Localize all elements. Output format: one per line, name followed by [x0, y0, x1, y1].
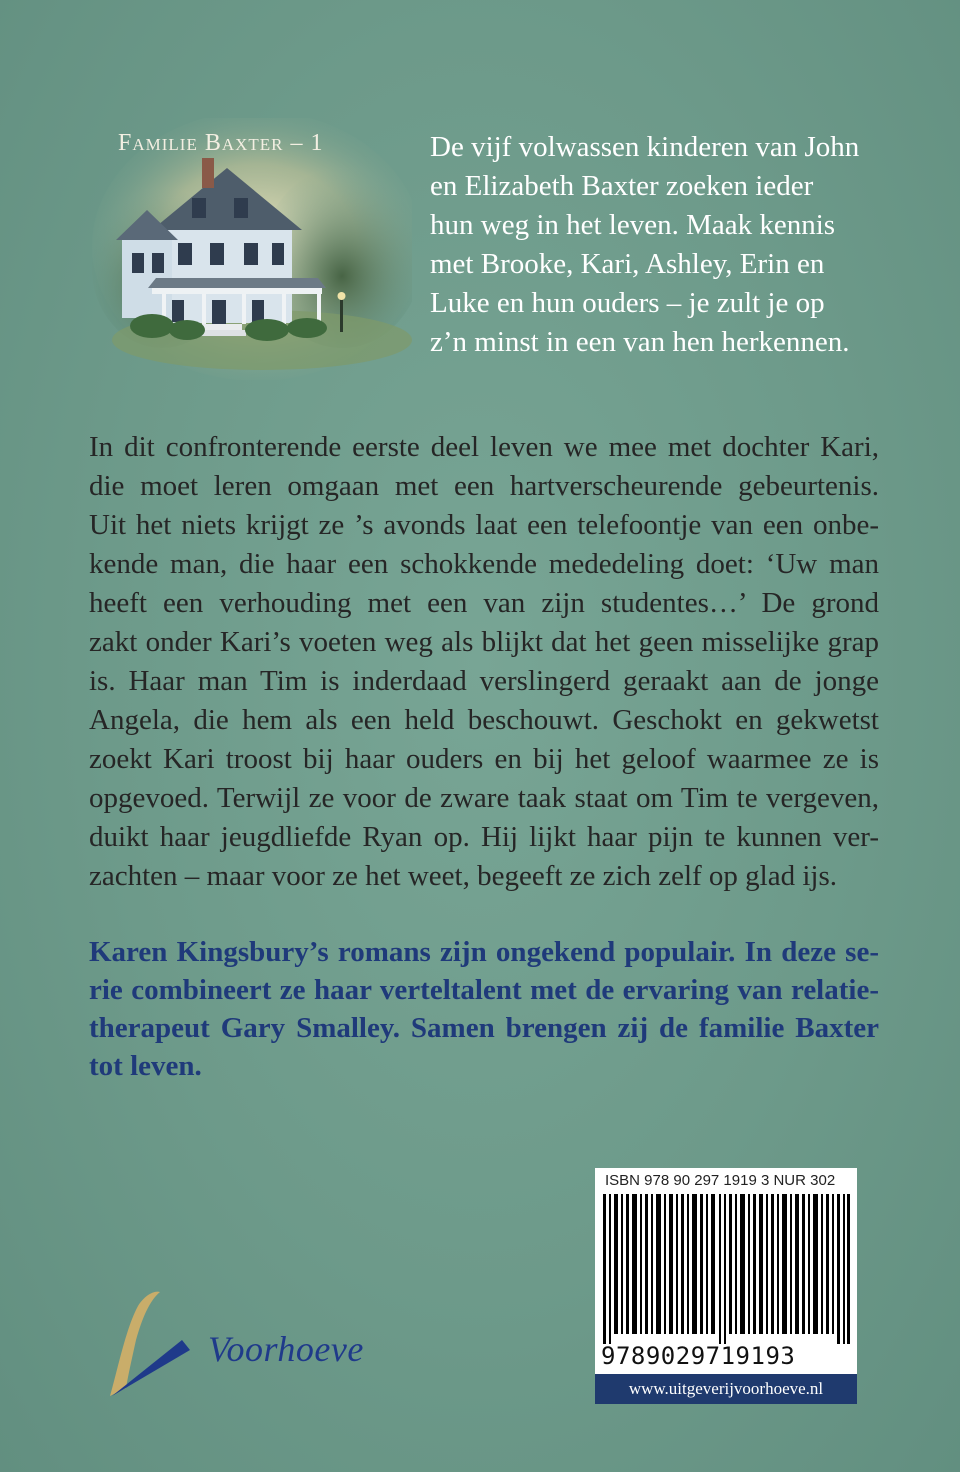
- intro-line: De vijf volwassen kinderen van John: [430, 131, 860, 163]
- publisher-url: www.uitgeverijvoorhoeve.nl: [595, 1374, 857, 1404]
- series-title: [118, 130, 324, 157]
- intro-line: met Brooke, Kari, Ashley, Erin en: [430, 248, 825, 280]
- synopsis-line: kende man, die haar een schokkende mededeling doet: ‘Uw man: [89, 548, 879, 580]
- intro-paragraph: [430, 128, 890, 362]
- synopsis-line: Uit het niets krijgt ze ’s avonds laat een telefoontje van een onbe-: [89, 509, 879, 541]
- promo-line: therapeut Gary Smalley. Samen brengen zij de familie Baxter: [89, 1012, 879, 1044]
- series-title-mid: B: [197, 130, 222, 156]
- synopsis-line: zachten – maar voor ze het weet, begeeft ze zich zelf op glad ijs.: [89, 860, 837, 892]
- intro-line: z’n minst in een van hen herkennen.: [430, 326, 850, 358]
- house-illustration: [92, 118, 412, 380]
- promo-line: rie combineert ze haar verteltalent met de ervaring van relatie-: [89, 974, 879, 1006]
- promo-line: tot leven.: [89, 1050, 202, 1082]
- synopsis-line: Angela, die hem als een held beschouwt. Geschokt en gekwetst: [89, 704, 879, 736]
- synopsis-line: opgevoed. Terwijl ze voor de zware taak staat om Tim te vergeven,: [89, 782, 879, 814]
- series-title-word2: axter: [221, 130, 284, 156]
- barcode-bars: [601, 1194, 851, 1344]
- synopsis-line: is. Haar man Tim is inderdaad verslingerd geraakt aan de jonge: [89, 665, 879, 697]
- synopsis-line: duikt haar jeugdliefde Ryan op. Hij lijkt haar pijn te kunnen ver-: [89, 821, 879, 853]
- synopsis-line: zoekt Kari troost bij haar ouders en bij het geloof waarmee ze is: [89, 743, 879, 775]
- series-title-word1: amilie: [132, 130, 198, 156]
- series-title-prefix: F: [118, 130, 133, 156]
- synopsis-line: heeft een verhouding met een van zijn studentes…’ De grond: [89, 587, 879, 619]
- intro-line: hun weg in het leven. Maak kennis: [430, 209, 836, 241]
- intro-line: en Elizabeth Baxter zoeken ieder: [430, 170, 814, 202]
- promo-line: Karen Kingsbury’s romans zijn ongekend populair. In deze se-: [89, 936, 879, 968]
- synopsis-paragraph: [89, 428, 879, 896]
- intro-line: Luke en hun ouders – je zult je op: [430, 287, 825, 319]
- author-promo-paragraph: [89, 933, 879, 1085]
- barcode-label: [595, 1168, 857, 1404]
- barcode-number: 9789029719193: [601, 1342, 796, 1370]
- synopsis-line: die moet leren omgaan met een hartverscheurende gebeurtenis.: [89, 470, 879, 502]
- series-title-suffix: – 1: [283, 130, 324, 156]
- isbn-text: ISBN 978 90 297 1919 3 NUR 302: [605, 1172, 836, 1189]
- synopsis-line: In dit confronterende eerste deel leven we mee met dochter Kari,: [89, 431, 879, 463]
- synopsis-line: zakt onder Kari’s voeten weg als blijkt dat het geen misselijke grap: [89, 626, 879, 658]
- publisher-name: Voorhoeve: [208, 1329, 364, 1369]
